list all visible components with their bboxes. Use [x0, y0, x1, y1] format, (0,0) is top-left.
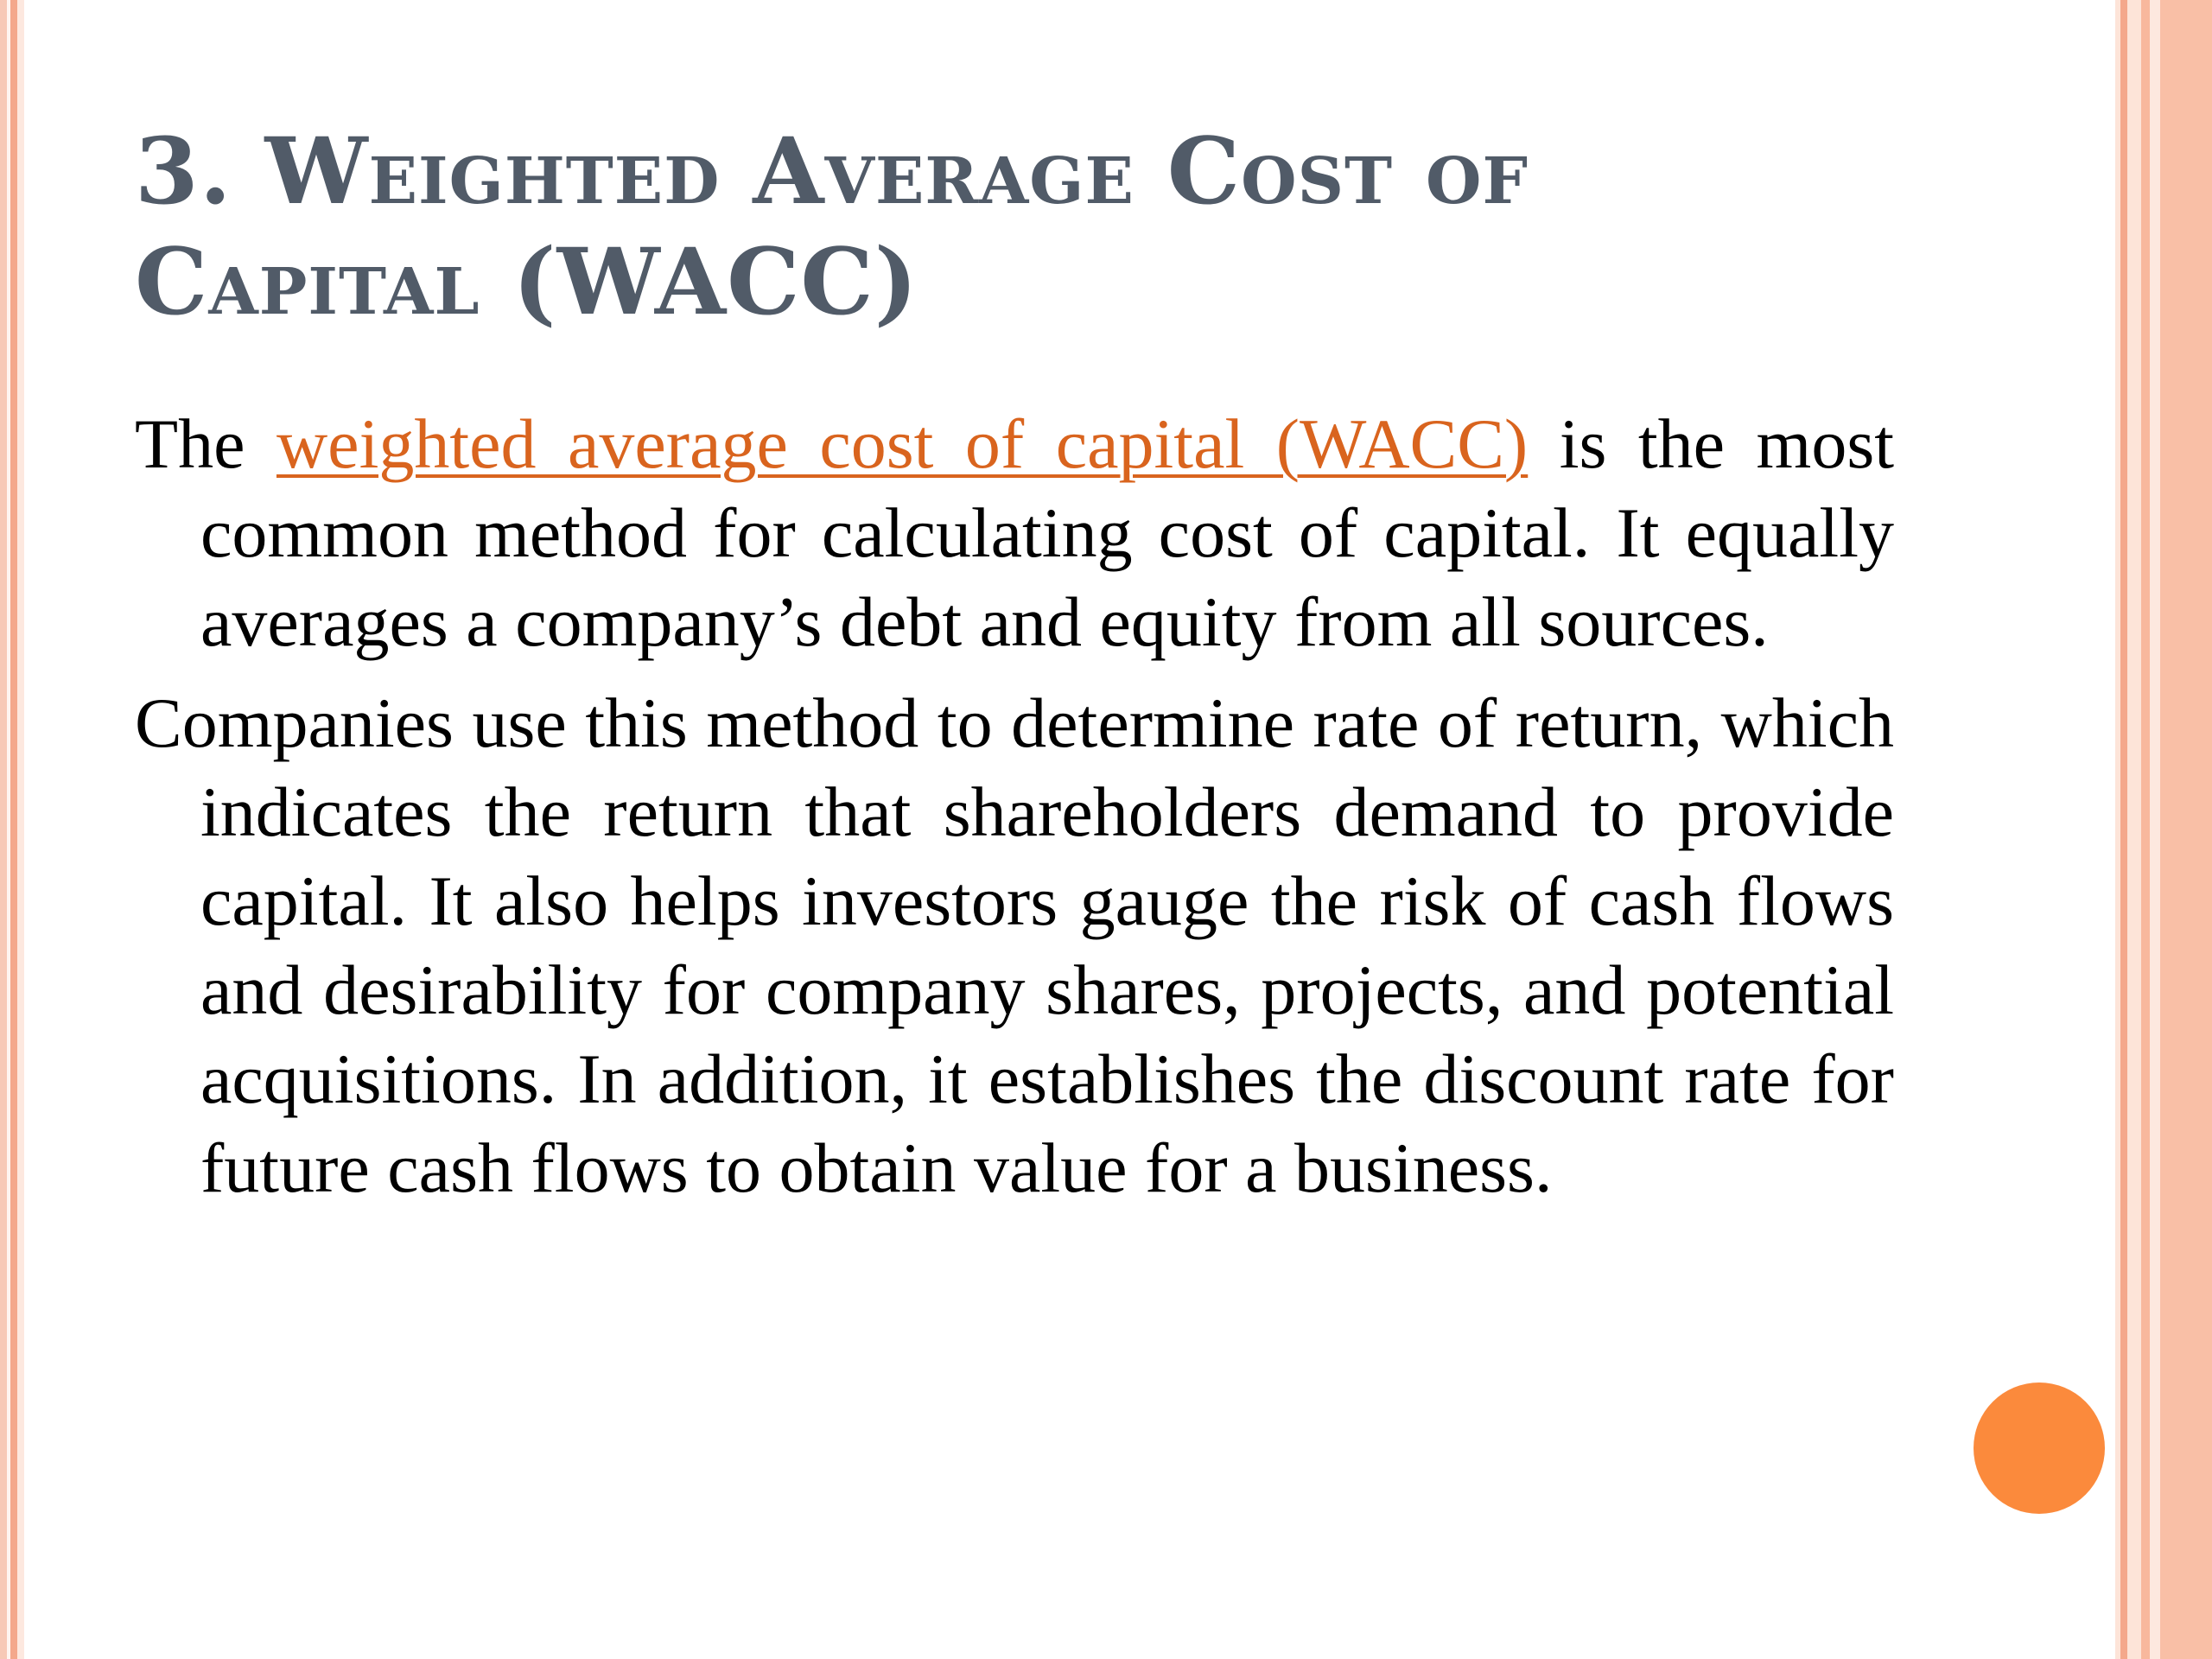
left-border-decoration: [0, 0, 24, 1659]
paragraph-1: [135, 399, 1894, 666]
accent-circle-icon: [1974, 1382, 2105, 1514]
slide-body: [135, 399, 1894, 1224]
paragraph-1-prefix: The: [135, 404, 276, 483]
paragraph-1-suffix: is the most common method for calculating cost of capital. It equally averages a company’s debt and equity from all sources.: [200, 404, 1895, 661]
slide-title-line-2: Capital (WACC): [135, 227, 918, 335]
slide-title-line-1: 3. Weighted Average Cost of: [135, 117, 1529, 225]
paragraph-2: Companies use this method to determine rate of return, which indicates the return that shareholders demand to provide capital. It also helps investors gauge the risk of cash flows and desirability for company shares, projects, and potential acquisitions. In addition, it establishes the discount rate for future cash flows to obtain value for a business.: [135, 683, 1894, 1207]
slide-title: [135, 116, 1949, 337]
wacc-link[interactable]: weighted average cost of capital (WACC): [276, 404, 1529, 483]
right-border-decoration: [2115, 0, 2212, 1659]
